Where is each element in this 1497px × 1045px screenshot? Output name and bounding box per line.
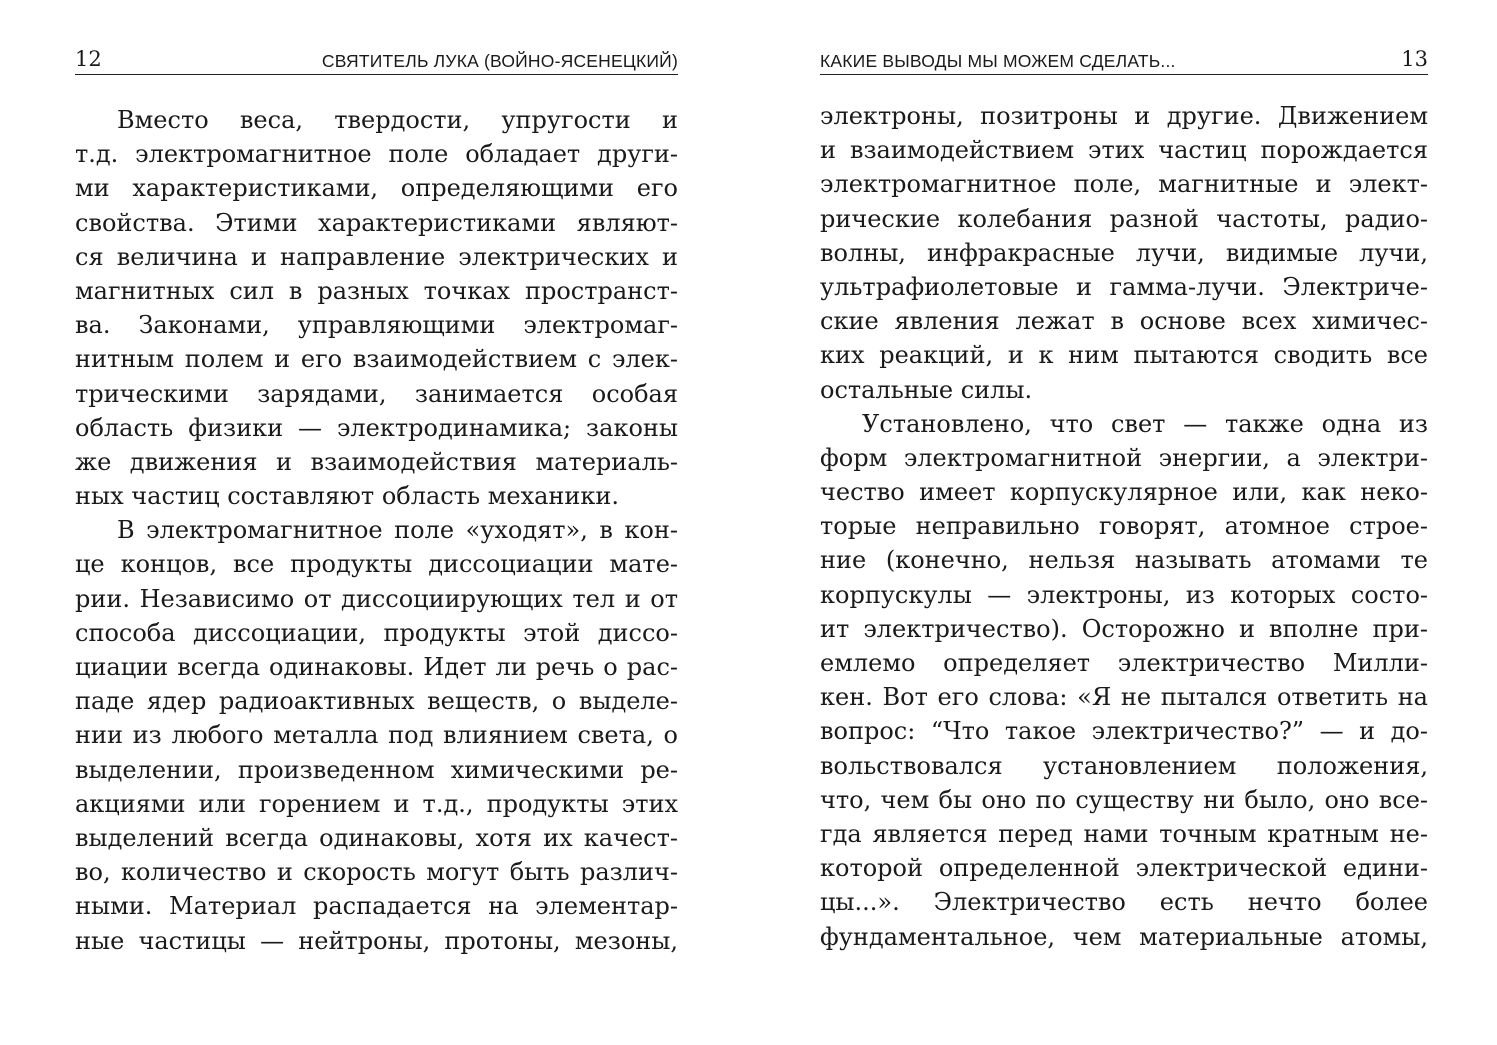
text-line: торые неправильно говорят, атомное строе- — [820, 512, 1428, 541]
text-line: и взаимодействием этих частиц порождается — [820, 136, 1428, 165]
text-line: нии из любого металла под влиянием света, о — [75, 721, 678, 750]
text-line: т.д. электромагнитное поле обладает други- — [75, 140, 678, 169]
text-line: трическими зарядами, занимается особая — [75, 379, 678, 408]
text-line: акциями или горением и т.д., продукты этих — [75, 789, 678, 818]
left-page-number: 12 — [75, 47, 102, 71]
text-line: В электромагнитное поле «уходят», в кон- — [117, 516, 678, 545]
text-line: цы...». Электричество есть нечто более — [820, 888, 1428, 917]
text-line: во, количество и скорость могут быть различ- — [75, 858, 678, 887]
text-line: ит электричество). Осторожно и вполне при- — [820, 614, 1428, 643]
left-running-head-title: СВЯТИТЕЛЬ ЛУКА (ВОЙНО-ЯСЕНЕЦКИЙ) — [321, 51, 678, 71]
text-line: область физики — электродинамика; законы — [75, 413, 678, 442]
left-page — [75, 0, 678, 1045]
left-running-head — [75, 44, 678, 75]
text-line: электромагнитное поле, магнитные и элект- — [820, 170, 1428, 199]
text-line: фундаментальное, чем материальные атомы, — [820, 922, 1428, 951]
text-line: рии. Независимо от диссоциирующих тел и от — [75, 584, 678, 613]
text-line: ных частиц составляют область механики. — [75, 482, 620, 511]
right-page-text — [820, 99, 1428, 954]
text-line: остальные силы. — [820, 375, 1033, 404]
right-page-number: 13 — [1401, 47, 1428, 71]
text-line: выделений всегда одинаковы, хотя их качест- — [75, 823, 678, 852]
text-line: Установлено, что свет — также одна из — [862, 409, 1428, 438]
text-line: форм электромагнитной энергии, а электри- — [820, 443, 1428, 472]
text-line: выделении, произведенном химическими ре- — [75, 755, 678, 784]
text-line: ся величина и направление электрических и — [75, 242, 678, 271]
text-line: вопрос: “Что такое электричество?” — и до- — [820, 717, 1428, 746]
text-line: ние (конечно, нельзя называть атомами те — [820, 546, 1428, 575]
text-line: емлемо определяет электричество Милли- — [820, 649, 1428, 677]
text-line: ва. Законами, управляющими электромаг- — [75, 311, 678, 340]
text-line: же движения и взаимодействия материаль- — [75, 447, 678, 476]
text-line: ными. Материал распадается на элементар- — [75, 892, 678, 921]
right-page — [820, 0, 1428, 1045]
text-line: ких реакций, и к ним пытаются сводить все — [820, 341, 1428, 370]
text-line: волны, инфракрасные лучи, видимые лучи, — [820, 238, 1428, 267]
text-line: электроны, позитроны и другие. Движением — [820, 102, 1428, 130]
right-running-head — [820, 44, 1428, 75]
text-line: что, чем бы оно по существу ни было, оно все- — [820, 785, 1428, 814]
text-line: ультрафиолетовые и гамма-лучи. Электриче- — [820, 272, 1428, 301]
text-line: це концов, все продукты диссоциации мате- — [75, 550, 678, 579]
text-line: корпускулы — электроны, из которых состо- — [820, 580, 1428, 609]
text-line: ми характеристиками, определяющими его — [75, 174, 678, 203]
text-line: Вместо веса, твердости, упругости и — [117, 106, 678, 134]
text-line: гда является перед нами точным кратным не- — [820, 819, 1428, 848]
text-line: свойства. Этими характеристиками являют- — [75, 208, 678, 237]
text-line: паде ядер радиоактивных веществ, о выделе- — [75, 687, 678, 716]
text-line: рические колебания разной частоты, радио- — [820, 204, 1428, 233]
text-line: циации всегда одинаковы. Идет ли речь о рас- — [75, 653, 678, 681]
text-line: вольствовался установлением положения, — [820, 751, 1428, 780]
text-line: способа диссоциации, продукты этой диссо- — [75, 618, 678, 647]
right-running-head-title: КАКИЕ ВЫВОДЫ МЫ МОЖЕМ СДЕЛАТЬ... — [820, 51, 1176, 71]
text-line: нитным полем и его взаимодействием с элек- — [75, 345, 678, 374]
text-line: ные частицы — нейтроны, протоны, мезоны, — [75, 926, 678, 955]
text-line: которой определенной электрической едини- — [820, 854, 1428, 883]
left-page-text — [75, 103, 678, 958]
text-line: магнитных сил в разных точках пространст- — [75, 276, 678, 305]
text-line: ские явления лежат в основе всех химичес- — [820, 307, 1428, 336]
text-line: чество имеет корпускулярное или, как неко- — [820, 478, 1428, 507]
text-line: кен. Вот его слова: «Я не пытался ответить на — [820, 683, 1428, 712]
